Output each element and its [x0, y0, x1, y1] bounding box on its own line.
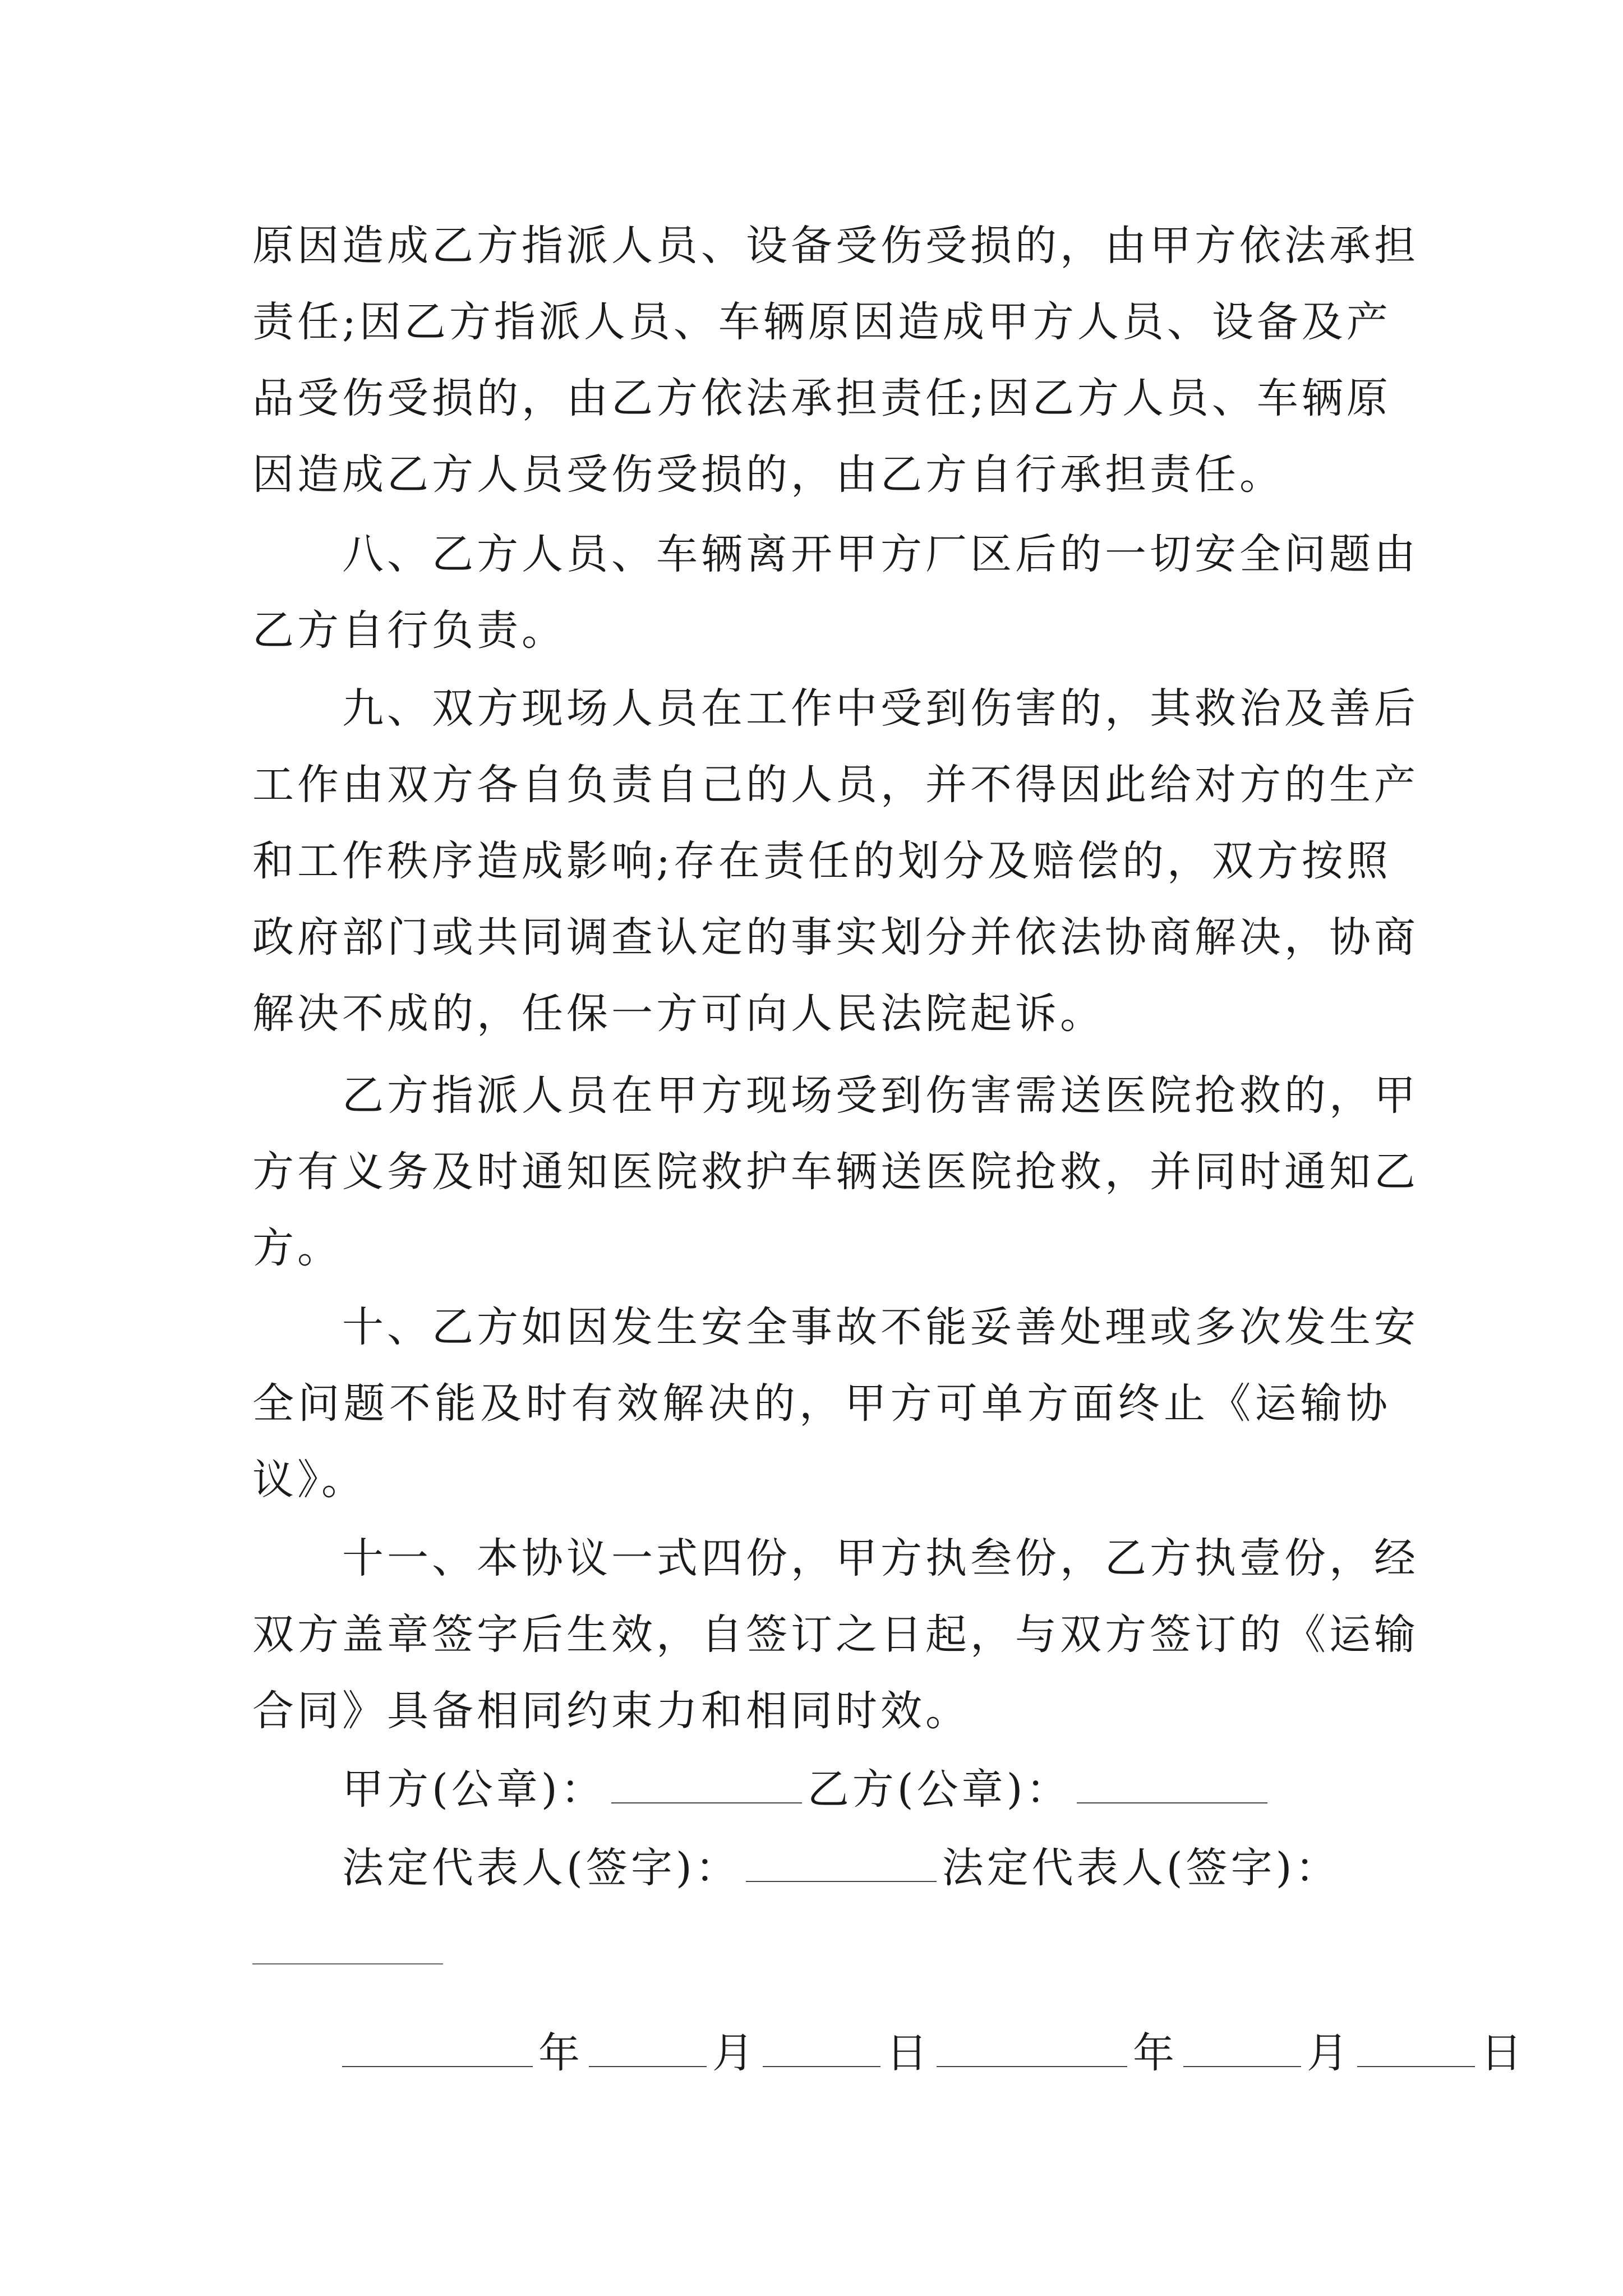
- party-b-day-blank: [1357, 2027, 1475, 2067]
- text-line: 政府部门或共同调查认定的事实划分并依法协商解决，协商: [252, 913, 1419, 961]
- text-line: 因造成乙方人员受伤受损的，由乙方自行承担责任。: [252, 450, 1284, 499]
- party-a-rep-label: 法定代表人(签字)：: [342, 1844, 740, 1892]
- text-line: 合同》具备相同约束力和相同时效。: [252, 1687, 970, 1735]
- text-line: 方有义务及时通知医院救护车辆送医院抢救，并同时通知乙: [252, 1148, 1419, 1196]
- text-line: 双方盖章签字后生效，自签订之日起，与双方签订的《运输: [252, 1611, 1419, 1659]
- text-line: 方。: [252, 1224, 342, 1272]
- clause-10: [252, 1289, 1419, 1518]
- party-b-seal-label: 乙方(公章)：: [807, 1765, 1071, 1814]
- seal-row: [342, 1756, 1273, 1823]
- signature-continuation-rule: [252, 1963, 443, 1964]
- party-a-seal-label: 甲方(公章)：: [342, 1765, 606, 1814]
- text-line: 十一、本协议一式四份，甲方执叁份，乙方执壹份，经: [342, 1534, 1419, 1582]
- party-a-rep-blank: [746, 1842, 937, 1882]
- month-label: 月: [1307, 2029, 1352, 2077]
- clause-9-rescue: [252, 1057, 1419, 1286]
- clause-11: [252, 1520, 1419, 1749]
- party-b-year-blank: [937, 2027, 1127, 2067]
- text-line: 十、乙方如因发生安全事故不能妥善处理或多次发生安: [342, 1303, 1419, 1351]
- year-label: 年: [1133, 2029, 1178, 2077]
- text-line: 工作由双方各自负责自己的人员，并不得因此给对方的生产: [252, 761, 1419, 809]
- day-label: 日: [886, 2029, 931, 2077]
- text-line: 乙方指派人员在甲方现场受到伤害需送医院抢救的，甲: [342, 1071, 1419, 1120]
- party-a-seal-blank: [611, 1763, 802, 1803]
- month-label: 月: [712, 2029, 757, 2077]
- party-a-year-blank: [342, 2027, 533, 2067]
- year-label: 年: [538, 2029, 583, 2077]
- party-b-seal-blank: [1077, 1763, 1267, 1803]
- text-line: 八、乙方人员、车辆离开甲方厂区后的一切安全问题由: [342, 530, 1419, 578]
- text-line: 原因造成乙方指派人员、设备受伤受损的，由甲方依法承担: [252, 222, 1419, 270]
- day-label: 日: [1481, 2029, 1525, 2077]
- text-line: 品受伤受损的，由乙方依法承担责任;因乙方人员、车辆原: [252, 374, 1391, 422]
- date-row: [336, 2019, 1525, 2087]
- party-b-month-blank: [1183, 2027, 1301, 2067]
- text-line: 乙方自行负责。: [252, 606, 566, 655]
- party-b-rep-label: 法定代表人(签字)：: [942, 1844, 1340, 1892]
- party-a-day-blank: [763, 2027, 880, 2067]
- clause-9: [252, 670, 1419, 1052]
- representative-row: [342, 1834, 1340, 1902]
- text-line: 责任;因乙方指派人员、车辆原因造成甲方人员、设备及产: [252, 298, 1391, 346]
- party-a-month-blank: [589, 2027, 707, 2067]
- text-line: 议》。: [252, 1456, 366, 1504]
- clause-8: [252, 516, 1419, 669]
- text-line: 和工作秩序造成影响;存在责任的划分及赔偿的，双方按照: [252, 837, 1391, 885]
- text-line: 九、双方现场人员在工作中受到伤害的，其救治及善后: [342, 684, 1419, 733]
- paragraph-liability-continuation: [252, 208, 1419, 513]
- text-line: 全问题不能及时有效解决的，甲方可单方面终止《运输协: [252, 1379, 1391, 1428]
- text-line: 解决不成的，任保一方可向人民法院起诉。: [252, 990, 1105, 1038]
